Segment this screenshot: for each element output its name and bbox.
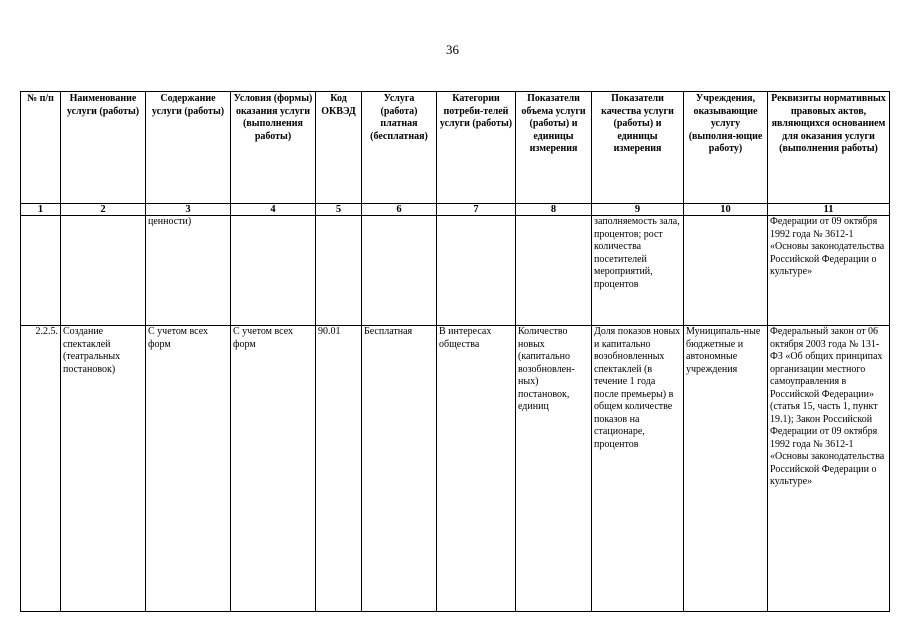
- paid-cell: [362, 216, 437, 326]
- header-cell: Категории потреби-телей услуги (работы): [437, 92, 516, 204]
- volume-cell: Количество новых (капитально возобновлен-ных) постановок, единиц: [516, 326, 592, 612]
- header-cell: № п/п: [21, 92, 61, 204]
- column-number: 2: [61, 204, 146, 216]
- conditions-cell: С учетом всех форм: [231, 326, 316, 612]
- table-row: [21, 326, 890, 612]
- header-cell: Услуга (работа) платная (бесплатная): [362, 92, 437, 204]
- header-cell: Показатели объема услуги (работы) и единицы измерения: [516, 92, 592, 204]
- okved-cell: [316, 216, 362, 326]
- row-number-cell: [21, 216, 61, 326]
- consumers-cell: В интересах общества: [437, 326, 516, 612]
- okved-cell: 90.01: [316, 326, 362, 612]
- consumers-cell: [437, 216, 516, 326]
- legal-acts-cell: Федерации от 09 октября 1992 года № 3612-1 «Основы законодательства Российской Федерации о культуре»: [768, 216, 890, 326]
- column-number-row: [21, 204, 890, 216]
- header-cell: Код ОКВЭД: [316, 92, 362, 204]
- legal-acts-cell: Федеральный закон от 06 октября 2003 года № 131-ФЗ «Об общих принципах организации местного самоуправления в Российской Федерации» (статья 15, часть 1, пункт 19.1); Закон Российской Федерации от 09 октября 1992 года № 3612-1 «Основы законодательства Российской Федерации о культуре»: [768, 326, 890, 612]
- header-cell: Условия (формы) оказания услуги (выполнения работы): [231, 92, 316, 204]
- service-name-cell: Создание спектаклей (театральных постановок): [61, 326, 146, 612]
- column-number: 6: [362, 204, 437, 216]
- column-number: 9: [592, 204, 684, 216]
- header-cell: Наименование услуги (работы): [61, 92, 146, 204]
- content-cell: ценности): [146, 216, 231, 326]
- page-number: 36: [446, 42, 459, 57]
- content-cell: С учетом всех форм: [146, 326, 231, 612]
- header-cell: Показатели качества услуги (работы) и единицы измерения: [592, 92, 684, 204]
- service-name-cell: [61, 216, 146, 326]
- column-number: 3: [146, 204, 231, 216]
- institutions-cell: [684, 216, 768, 326]
- column-number: 7: [437, 204, 516, 216]
- column-number: 11: [768, 204, 890, 216]
- column-number: 8: [516, 204, 592, 216]
- column-number: 5: [316, 204, 362, 216]
- conditions-cell: [231, 216, 316, 326]
- quality-cell: Доля показов новых и капитально возобновленных спектаклей (в течение 1 года после премьеры) в общем количестве показов на стационаре, процентов: [592, 326, 684, 612]
- header-cell: Содержание услуги (работы): [146, 92, 231, 204]
- header-cell: Реквизиты нормативных правовых актов, являющихся основанием для оказания услуги (выполнения работы): [768, 92, 890, 204]
- table-row: [21, 216, 890, 326]
- column-number: 4: [231, 204, 316, 216]
- column-number: 10: [684, 204, 768, 216]
- header-cell: Учреждения, оказывающие услугу (выполня-ющие работу): [684, 92, 768, 204]
- header-row: [21, 92, 890, 204]
- services-table: [20, 91, 890, 612]
- quality-cell: заполняемость зала, процентов; рост количества посетителей мероприятий, процентов: [592, 216, 684, 326]
- institutions-cell: Муниципаль-ные бюджетные и автономные учреждения: [684, 326, 768, 612]
- paid-cell: Бесплатная: [362, 326, 437, 612]
- volume-cell: [516, 216, 592, 326]
- column-number: 1: [21, 204, 61, 216]
- row-number-cell: 2.2.5.: [21, 326, 61, 612]
